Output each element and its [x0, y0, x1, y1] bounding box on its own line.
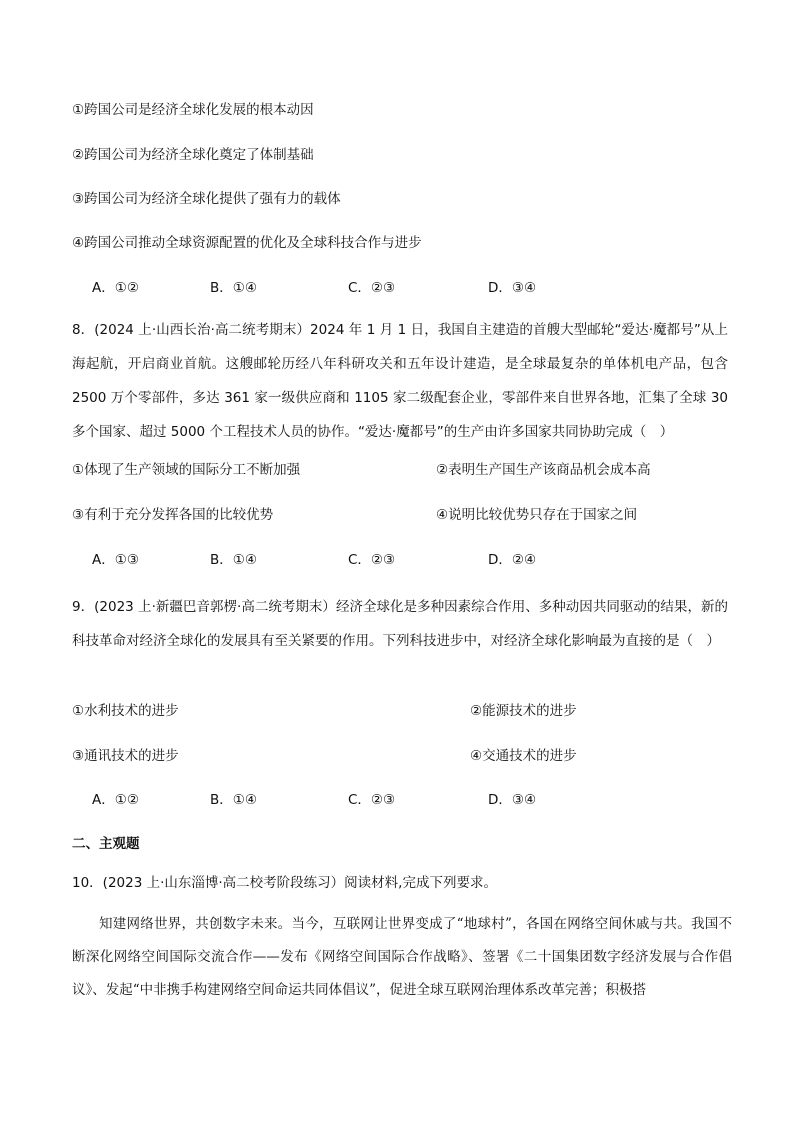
- q7-option-a[interactable]: A．①②: [92, 280, 139, 296]
- q7-statement-4: ④跨国公司推动全球资源配置的优化及全球科技合作与进步: [72, 235, 422, 251]
- q9-option-a[interactable]: A．①②: [92, 792, 139, 808]
- q9-option-b[interactable]: B．①④: [210, 792, 257, 808]
- q8-stem: 8．(2024 上·山西长治·高二统考期末）2024 年 1 月 1 日，我国自主建造的首艘大型邮轮“爱达·魔都号”从上海起航，开启商业首航。这艘邮轮历经八年科研攻关和五年设计建造，是全球最复杂的单体机电产品，包含 2500 万个零部件，多达 361 家一级供应商和 1105 家二级配套企业，零部件来自世界各地，汇集了全球 30 多个国家、超过 5000 个工程技术人员的协作。“爱达·魔都号”的生产由许多国家共同协助完成（ ）: [72, 322, 728, 440]
- q7-option-c[interactable]: C．②③: [348, 280, 396, 296]
- q8-option-c[interactable]: C．②③: [348, 552, 396, 568]
- q9-statement-4: ④交通技术的进步: [470, 748, 577, 764]
- q7-statement-3: ③跨国公司为经济全球化提供了强有力的载体: [72, 191, 341, 207]
- q9-option-c[interactable]: C．②③: [348, 792, 396, 808]
- q7-statement-2: ②跨国公司为经济全球化奠定了体制基础: [72, 147, 314, 163]
- q8-statement-3: ③有利于充分发挥各国的比较优势: [72, 507, 274, 523]
- q9-option-d[interactable]: D．③④: [488, 792, 537, 808]
- q8-option-d[interactable]: D．②④: [488, 552, 537, 568]
- q10-material: 知建网络世界，共创数字未来。当今，互联网让世界变成了“地球村”，各国在网络空间休戚与共。我国不断深化网络空间国际交流合作——发布《网络空间国际合作战略》、签署《二十国集团数字经济发展与合作倡议》、发起“中非携手构建网络空间命运共同体倡议”，促进全球互联网治理体系改革完善；积极搭: [72, 916, 732, 998]
- q8-statement-2: ②表明生产国生产该商品机会成本高: [436, 462, 651, 478]
- section-heading: 二、主观题: [72, 836, 140, 852]
- q8-option-a[interactable]: A．①③: [92, 552, 139, 568]
- q9-stem: 9．(2023 上·新疆巴音郭楞·高二统考期末）经济全球化是多种因素综合作用、多种动因共同驱动的结果，新的科技革命对经济全球化的发展具有至关紧要的作用。下列科技进步中，对经济全球化影响最为直接的是（ ）: [72, 599, 728, 649]
- q9-statement-3: ③通讯技术的进步: [72, 748, 179, 764]
- q8-statement-4: ④说明比较优势只存在于国家之间: [436, 507, 638, 523]
- q10-stem: 10．(2023 上·山东淄博·高二校考阶段练习）阅读材料,完成下列要求。: [72, 875, 497, 891]
- q8-statement-1: ①体现了生产领域的国际分工不断加强: [72, 462, 301, 478]
- q7-statement-1: ①跨国公司是经济全球化发展的根本动因: [72, 102, 314, 118]
- q9-statement-2: ②能源技术的进步: [470, 703, 577, 719]
- q7-option-b[interactable]: B．①④: [210, 280, 257, 296]
- q8-option-b[interactable]: B．①④: [210, 552, 257, 568]
- q9-statement-1: ①水利技术的进步: [72, 703, 179, 719]
- q7-option-d[interactable]: D．③④: [488, 280, 537, 296]
